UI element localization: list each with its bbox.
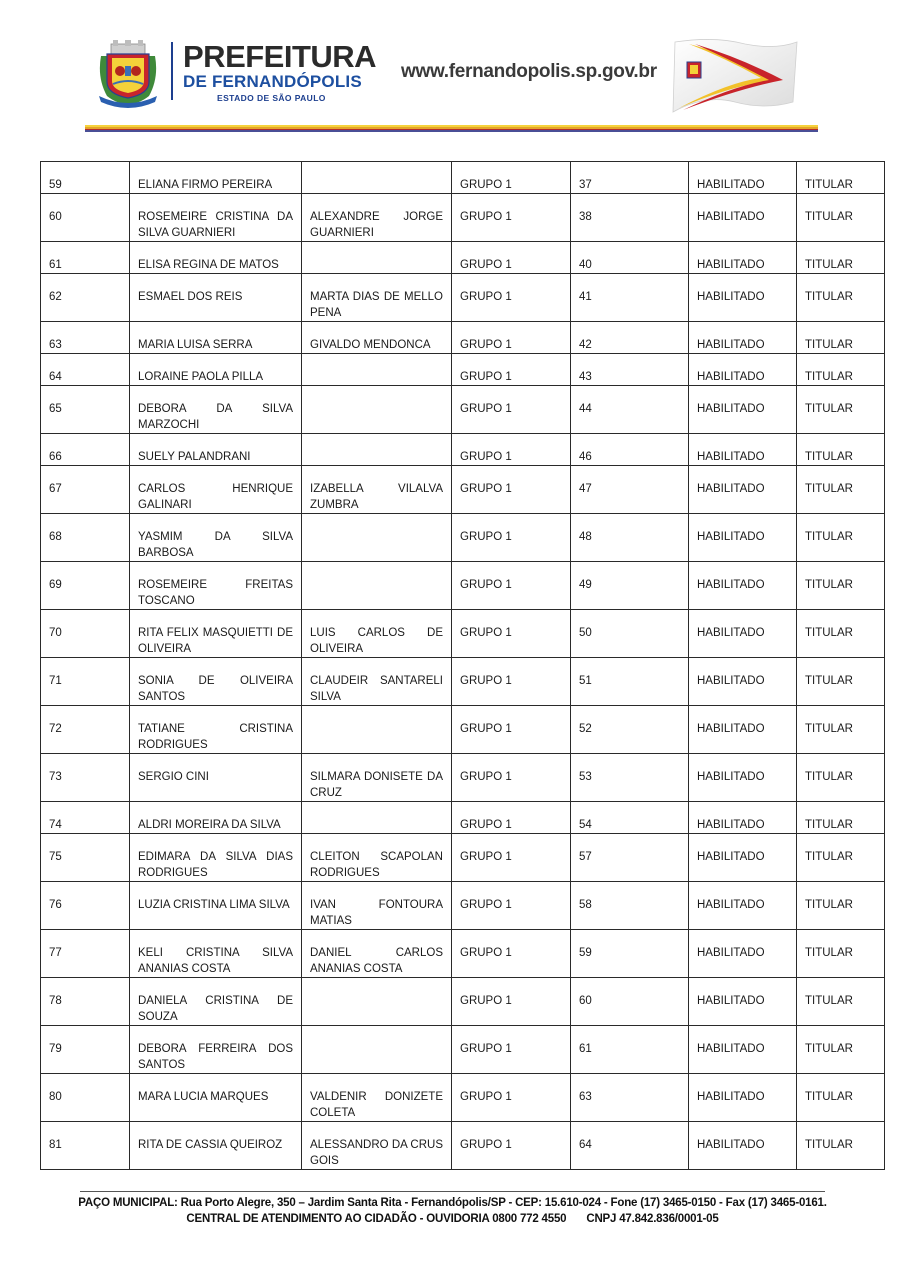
cell-rank: 44	[571, 386, 689, 434]
table-row	[41, 802, 885, 834]
cell-rank: 47	[571, 466, 689, 514]
cell-rank: 53	[571, 754, 689, 802]
table-row	[41, 658, 885, 706]
table-row	[41, 242, 885, 274]
cell-holder-type: TITULAR	[797, 834, 885, 882]
cell-group: GRUPO 1	[452, 1074, 571, 1122]
cell-holder-type: TITULAR	[797, 1122, 885, 1170]
cell-holder-type: TITULAR	[797, 802, 885, 834]
cell-status: HABILITADO	[689, 882, 797, 930]
footer-ouvidoria: CENTRAL DE ATENDIMENTO AO CIDADÃO - OUVIDORIA 0800 772 4550	[186, 1213, 567, 1225]
table-row	[41, 514, 885, 562]
cell-holder-type: TITULAR	[797, 242, 885, 274]
cell-holder-name: RITA DE CASSIA QUEIROZ	[130, 1122, 302, 1170]
cell-status: HABILITADO	[689, 322, 797, 354]
cell-rank: 37	[571, 162, 689, 194]
cell-row-number: 80	[41, 1074, 130, 1122]
cell-status: HABILITADO	[689, 162, 797, 194]
table-row	[41, 322, 885, 354]
cell-status: HABILITADO	[689, 834, 797, 882]
cell-row-number: 78	[41, 978, 130, 1026]
cell-group: GRUPO 1	[452, 834, 571, 882]
header-divider	[171, 42, 173, 100]
cell-holder-type: TITULAR	[797, 1026, 885, 1074]
cell-spouse-name: GIVALDO MENDONCA	[302, 322, 452, 354]
cell-holder-name: CARLOS HENRIQUE GALINARI	[130, 466, 302, 514]
cell-row-number: 61	[41, 242, 130, 274]
cell-group: GRUPO 1	[452, 802, 571, 834]
cell-group: GRUPO 1	[452, 466, 571, 514]
cell-holder-type: TITULAR	[797, 162, 885, 194]
cell-row-number: 77	[41, 930, 130, 978]
cell-holder-name: SUELY PALANDRANI	[130, 434, 302, 466]
cell-group: GRUPO 1	[452, 274, 571, 322]
cell-spouse-name: SILMARA DONISETE DA CRUZ	[302, 754, 452, 802]
cell-group: GRUPO 1	[452, 162, 571, 194]
cell-holder-type: TITULAR	[797, 274, 885, 322]
cell-holder-type: TITULAR	[797, 610, 885, 658]
cell-holder-name: ROSEMEIRE FREITAS TOSCANO	[130, 562, 302, 610]
footer-cnpj: CNPJ 47.842.836/0001-05	[586, 1213, 719, 1225]
cell-group: GRUPO 1	[452, 514, 571, 562]
cell-rank: 58	[571, 882, 689, 930]
cell-spouse-name	[302, 562, 452, 610]
table-row	[41, 834, 885, 882]
cell-rank: 50	[571, 610, 689, 658]
cell-holder-type: TITULAR	[797, 882, 885, 930]
cell-holder-name: ALDRI MOREIRA DA SILVA	[130, 802, 302, 834]
cell-holder-type: TITULAR	[797, 658, 885, 706]
cell-status: HABILITADO	[689, 274, 797, 322]
cell-spouse-name	[302, 1026, 452, 1074]
table-row	[41, 978, 885, 1026]
cell-holder-type: TITULAR	[797, 386, 885, 434]
table-row	[41, 882, 885, 930]
cell-row-number: 67	[41, 466, 130, 514]
cell-spouse-name: DANIEL CARLOS ANANIAS COSTA	[302, 930, 452, 978]
brand-state: ESTADO DE SÃO PAULO	[217, 93, 326, 103]
table-row	[41, 610, 885, 658]
cell-group: GRUPO 1	[452, 754, 571, 802]
cell-holder-name: TATIANE CRISTINA RODRIGUES	[130, 706, 302, 754]
footer-contact	[0, 1211, 905, 1227]
cell-holder-name: DANIELA CRISTINA DE SOUZA	[130, 978, 302, 1026]
cell-spouse-name: LUIS CARLOS DE OLIVEIRA	[302, 610, 452, 658]
cell-holder-type: TITULAR	[797, 1074, 885, 1122]
cell-spouse-name	[302, 514, 452, 562]
letterhead	[0, 0, 905, 140]
cell-row-number: 71	[41, 658, 130, 706]
cell-holder-name: SERGIO CINI	[130, 754, 302, 802]
cell-rank: 40	[571, 242, 689, 274]
cell-spouse-name: ALEXANDRE JORGE GUARNIERI	[302, 194, 452, 242]
cell-holder-name: LUZIA CRISTINA LIMA SILVA	[130, 882, 302, 930]
cell-status: HABILITADO	[689, 242, 797, 274]
cell-spouse-name	[302, 162, 452, 194]
cell-spouse-name: MARTA DIAS DE MELLO PENA	[302, 274, 452, 322]
cell-status: HABILITADO	[689, 1026, 797, 1074]
cell-status: HABILITADO	[689, 386, 797, 434]
cell-rank: 41	[571, 274, 689, 322]
cell-row-number: 73	[41, 754, 130, 802]
cell-holder-name: YASMIM DA SILVA BARBOSA	[130, 514, 302, 562]
cell-rank: 57	[571, 834, 689, 882]
table-row	[41, 562, 885, 610]
cell-holder-name: KELI CRISTINA SILVA ANANIAS COSTA	[130, 930, 302, 978]
cell-holder-type: TITULAR	[797, 754, 885, 802]
cell-spouse-name: CLAUDEIR SANTARELI SILVA	[302, 658, 452, 706]
cell-holder-name: ROSEMEIRE CRISTINA DA SILVA GUARNIERI	[130, 194, 302, 242]
footer-address: PAÇO MUNICIPAL: Rua Porto Alegre, 350 – Jardim Santa Rita - Fernandópolis/SP - CEP: 15.610-024 - Fone (17) 3465-0150 - Fax (17) 3465-0161.	[78, 1197, 827, 1209]
cell-holder-name: EDIMARA DA SILVA DIAS RODRIGUES	[130, 834, 302, 882]
cell-holder-name: RITA FELIX MASQUIETTI DE OLIVEIRA	[130, 610, 302, 658]
cell-group: GRUPO 1	[452, 242, 571, 274]
cell-group: GRUPO 1	[452, 706, 571, 754]
cell-holder-type: TITULAR	[797, 434, 885, 466]
cell-spouse-name	[302, 242, 452, 274]
cell-spouse-name	[302, 386, 452, 434]
cell-status: HABILITADO	[689, 802, 797, 834]
cell-status: HABILITADO	[689, 354, 797, 386]
brand-title: PREFEITURA	[183, 39, 377, 74]
beneficiaries-table	[40, 161, 885, 1170]
cell-spouse-name: IZABELLA VILALVA ZUMBRA	[302, 466, 452, 514]
cell-rank: 38	[571, 194, 689, 242]
cell-row-number: 65	[41, 386, 130, 434]
footer-divider	[80, 1191, 825, 1192]
cell-holder-type: TITULAR	[797, 466, 885, 514]
table-row	[41, 1122, 885, 1170]
cell-spouse-name	[302, 978, 452, 1026]
table-row	[41, 754, 885, 802]
cell-rank: 64	[571, 1122, 689, 1170]
cell-spouse-name: VALDENIR DONIZETE COLETA	[302, 1074, 452, 1122]
cell-rank: 51	[571, 658, 689, 706]
cell-group: GRUPO 1	[452, 562, 571, 610]
cell-status: HABILITADO	[689, 466, 797, 514]
cell-status: HABILITADO	[689, 1074, 797, 1122]
table-row	[41, 274, 885, 322]
cell-status: HABILITADO	[689, 930, 797, 978]
cell-rank: 60	[571, 978, 689, 1026]
cell-status: HABILITADO	[689, 1122, 797, 1170]
table-row	[41, 386, 885, 434]
table-row	[41, 1026, 885, 1074]
cell-status: HABILITADO	[689, 658, 797, 706]
cell-status: HABILITADO	[689, 434, 797, 466]
cell-row-number: 79	[41, 1026, 130, 1074]
cell-holder-type: TITULAR	[797, 354, 885, 386]
cell-spouse-name	[302, 434, 452, 466]
table-row	[41, 706, 885, 754]
cell-group: GRUPO 1	[452, 434, 571, 466]
cell-row-number: 60	[41, 194, 130, 242]
cell-group: GRUPO 1	[452, 386, 571, 434]
color-stripe	[85, 125, 818, 132]
cell-group: GRUPO 1	[452, 1026, 571, 1074]
cell-holder-type: TITULAR	[797, 706, 885, 754]
cell-holder-name: MARA LUCIA MARQUES	[130, 1074, 302, 1122]
cell-rank: 43	[571, 354, 689, 386]
cell-status: HABILITADO	[689, 194, 797, 242]
table-row	[41, 434, 885, 466]
cell-rank: 61	[571, 1026, 689, 1074]
cell-holder-name: ELISA REGINA DE MATOS	[130, 242, 302, 274]
cell-row-number: 81	[41, 1122, 130, 1170]
cell-row-number: 59	[41, 162, 130, 194]
table-row	[41, 1074, 885, 1122]
cell-holder-type: TITULAR	[797, 978, 885, 1026]
cell-status: HABILITADO	[689, 978, 797, 1026]
brand-subtitle: DE FERNANDÓPOLIS	[183, 72, 362, 91]
cell-holder-name: MARIA LUISA SERRA	[130, 322, 302, 354]
cell-holder-name: SONIA DE OLIVEIRA SANTOS	[130, 658, 302, 706]
cell-group: GRUPO 1	[452, 930, 571, 978]
table-row	[41, 194, 885, 242]
cell-holder-name: DEBORA FERREIRA DOS SANTOS	[130, 1026, 302, 1074]
cell-rank: 52	[571, 706, 689, 754]
cell-rank: 59	[571, 930, 689, 978]
cell-holder-name: ESMAEL DOS REIS	[130, 274, 302, 322]
cell-spouse-name: IVAN FONTOURA MATIAS	[302, 882, 452, 930]
cell-spouse-name: ALESSANDRO DA CRUS GOIS	[302, 1122, 452, 1170]
cell-row-number: 62	[41, 274, 130, 322]
footer	[0, 1195, 905, 1227]
brand-block	[183, 39, 377, 104]
cell-rank: 54	[571, 802, 689, 834]
cell-holder-type: TITULAR	[797, 194, 885, 242]
cell-row-number: 72	[41, 706, 130, 754]
coat-of-arms-icon	[95, 38, 161, 108]
cell-row-number: 64	[41, 354, 130, 386]
cell-group: GRUPO 1	[452, 978, 571, 1026]
cell-holder-name: LORAINE PAOLA PILLA	[130, 354, 302, 386]
cell-row-number: 68	[41, 514, 130, 562]
cell-rank: 46	[571, 434, 689, 466]
cell-row-number: 66	[41, 434, 130, 466]
cell-holder-name: ELIANA FIRMO PEREIRA	[130, 162, 302, 194]
cell-holder-name: DEBORA DA SILVA MARZOCHI	[130, 386, 302, 434]
cell-holder-type: TITULAR	[797, 562, 885, 610]
cell-rank: 49	[571, 562, 689, 610]
cell-status: HABILITADO	[689, 706, 797, 754]
cell-group: GRUPO 1	[452, 658, 571, 706]
cell-group: GRUPO 1	[452, 354, 571, 386]
cell-status: HABILITADO	[689, 754, 797, 802]
cell-group: GRUPO 1	[452, 610, 571, 658]
cell-spouse-name: CLEITON SCAPOLAN RODRIGUES	[302, 834, 452, 882]
cell-rank: 48	[571, 514, 689, 562]
cell-group: GRUPO 1	[452, 194, 571, 242]
cell-row-number: 74	[41, 802, 130, 834]
table-row	[41, 162, 885, 194]
cell-status: HABILITADO	[689, 610, 797, 658]
cell-row-number: 75	[41, 834, 130, 882]
website-link[interactable]: www.fernandopolis.sp.gov.br	[401, 61, 657, 82]
cell-group: GRUPO 1	[452, 882, 571, 930]
cell-holder-type: TITULAR	[797, 930, 885, 978]
cell-row-number: 69	[41, 562, 130, 610]
cell-group: GRUPO 1	[452, 322, 571, 354]
cell-status: HABILITADO	[689, 514, 797, 562]
cell-row-number: 76	[41, 882, 130, 930]
cell-rank: 42	[571, 322, 689, 354]
cell-spouse-name	[302, 706, 452, 754]
cell-spouse-name	[302, 802, 452, 834]
table-row	[41, 930, 885, 978]
cell-holder-type: TITULAR	[797, 322, 885, 354]
cell-row-number: 70	[41, 610, 130, 658]
cell-rank: 63	[571, 1074, 689, 1122]
municipal-flag-icon	[665, 36, 800, 116]
table-row	[41, 466, 885, 514]
table-row	[41, 354, 885, 386]
cell-row-number: 63	[41, 322, 130, 354]
cell-holder-type: TITULAR	[797, 514, 885, 562]
cell-status: HABILITADO	[689, 562, 797, 610]
cell-spouse-name	[302, 354, 452, 386]
cell-group: GRUPO 1	[452, 1122, 571, 1170]
